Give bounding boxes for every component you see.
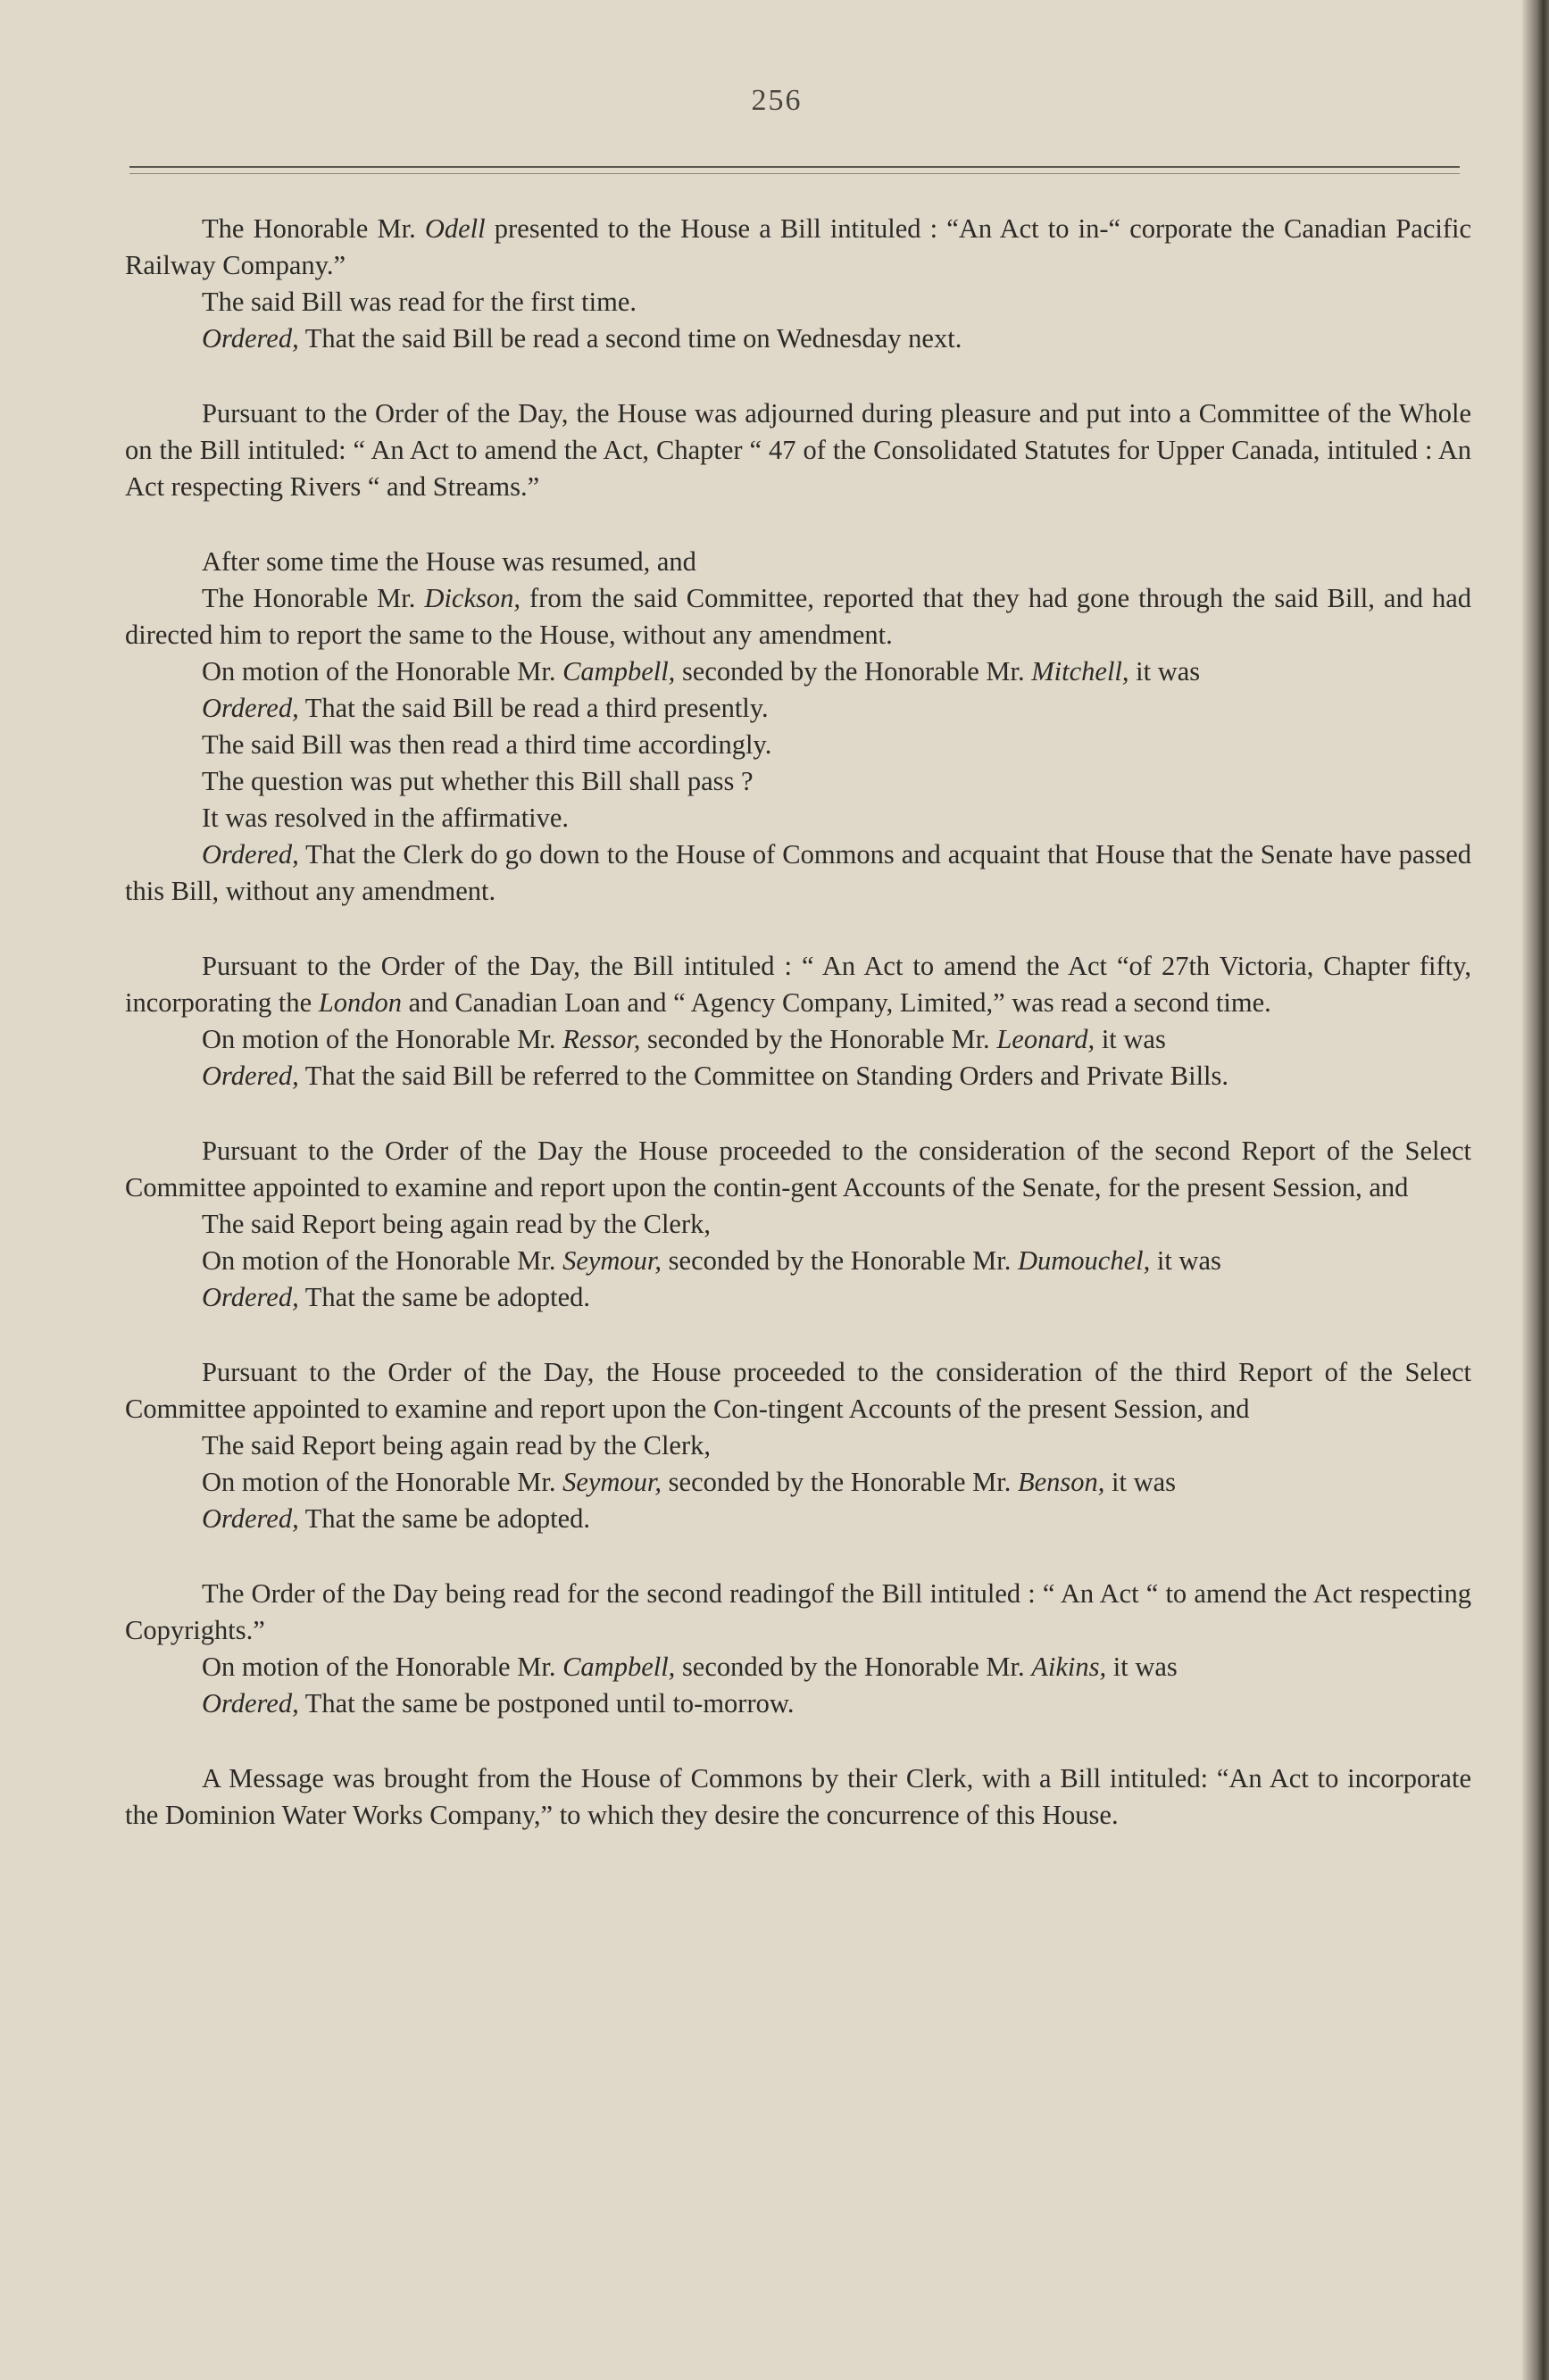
text-run: seconded by the Honorable Mr. (662, 1467, 1018, 1497)
text-run: The Order of the Day being read for the second readingof the Bill intituled : “ An Act “ to amend the Act respecting Copyrights.” (125, 1578, 1471, 1645)
text-line (125, 1464, 1471, 1501)
header-rule (129, 166, 1460, 168)
text-run: That the Clerk do go down to the House of Commons and acquaint that House that the Senate have passed this Bill, without any amendment. (125, 839, 1471, 906)
paragraph (125, 1133, 1471, 1316)
text-run: After some time the House was resumed, and (202, 546, 696, 577)
italic-text: Mitchell, (1031, 656, 1129, 687)
text-line (125, 690, 1471, 727)
paragraph (125, 211, 1471, 357)
paragraph (125, 1354, 1471, 1537)
text-run: presented to the House a Bill intituled : “An Act to in-“ corporate the Canadian Pacific Railway Company.” (125, 213, 1471, 280)
text-line (125, 1279, 1471, 1316)
italic-text: Seymour, (562, 1467, 662, 1497)
text-run: The said Report being again read by the Clerk, (202, 1430, 711, 1460)
italic-text: London (318, 987, 403, 1018)
paragraph (125, 948, 1471, 1094)
italic-text: Ordered, (202, 693, 299, 723)
text-run: seconded by the Honorable Mr. (640, 1024, 997, 1054)
text-line (125, 1760, 1471, 1834)
text-line (125, 1243, 1471, 1279)
text-run: seconded by the Honorable Mr. (662, 1245, 1018, 1276)
paragraph (125, 1576, 1471, 1722)
text-line (125, 727, 1471, 763)
paragraph (125, 1760, 1471, 1834)
text-line (125, 395, 1471, 505)
text-line (125, 544, 1471, 580)
italic-text: Ordered, (202, 839, 299, 870)
italic-text: Campbell, (562, 656, 676, 687)
text-run: The said Bill was then read a third time accordingly. (202, 729, 772, 760)
italic-text: Ressor, (562, 1024, 641, 1054)
text-line (125, 800, 1471, 836)
text-run: On motion of the Honorable Mr. (202, 1467, 563, 1497)
italic-text: Ordered, (202, 1503, 299, 1534)
text-run: Pursuant to the Order of the Day, the House proceeded to the consideration of the third Report of the Select Committee appointed to examine and report upon the Con-tingent Accounts of the present Session, and (125, 1357, 1471, 1424)
text-line (125, 948, 1471, 1021)
text-run: it was (1104, 1467, 1177, 1497)
text-run: seconded by the Honorable Mr. (675, 656, 1032, 687)
text-run: That the same be adopted. (298, 1503, 591, 1534)
text-line (125, 1133, 1471, 1206)
page-number: 256 (751, 84, 803, 117)
italic-text: Ordered, (202, 323, 299, 354)
text-run: from the said Committee, reported that they had gone through the said Bill, and had directed him to report the same to the House, without any amendment. (125, 583, 1471, 650)
text-run: Pursuant to the Order of the Day, the Bill intituled : “ An Act to amend the Act “of 27th Victoria, Chapter fifty, incorporating the (125, 951, 1471, 1018)
text-run: The said Report being again read by the Clerk, (202, 1209, 711, 1239)
text-line (125, 1021, 1471, 1058)
text-run: On motion of the Honorable Mr. (202, 656, 563, 687)
text-line (125, 1649, 1471, 1685)
text-run: The said Bill was read for the first time. (202, 287, 637, 317)
italic-text: Campbell, (562, 1652, 676, 1682)
italic-text: Ordered, (202, 1282, 299, 1312)
text-run: On motion of the Honorable Mr. (202, 1024, 563, 1054)
text-line (125, 320, 1471, 357)
text-run: On motion of the Honorable Mr. (202, 1652, 563, 1682)
text-run: That the said Bill be read a second time on Wednesday next. (298, 323, 962, 354)
text-run: A Message was brought from the House of Commons by their Clerk, with a Bill intituled: “An Act to incorporate the Dominion Water Works Company,” to which they desire the concurrence of this House. (125, 1763, 1471, 1830)
italic-text: Ordered, (202, 1061, 299, 1091)
italic-text: Dumouchel, (1018, 1245, 1151, 1276)
text-line (125, 1427, 1471, 1464)
text-line (125, 763, 1471, 800)
text-run: That the same be adopted. (298, 1282, 591, 1312)
italic-text: Aikins, (1031, 1652, 1107, 1682)
text-run: seconded by the Honorable Mr. (675, 1652, 1032, 1682)
text-line (125, 836, 1471, 910)
text-line (125, 1206, 1471, 1243)
text-run: That the said Bill be read a third presently. (298, 693, 769, 723)
text-line (125, 653, 1471, 690)
italic-text: Benson, (1018, 1467, 1105, 1497)
italic-text: Leonard, (996, 1024, 1095, 1054)
italic-text: Odell (424, 213, 486, 244)
header-rule-thin (129, 173, 1460, 174)
italic-text: Dickson, (424, 583, 520, 613)
text-run: and Canadian Loan and “ Agency Company, Limited,” was read a second time. (402, 987, 1271, 1018)
text-run: It was resolved in the affirmative. (202, 803, 570, 833)
text-line (125, 1501, 1471, 1537)
text-run: it was (1095, 1024, 1166, 1054)
text-run: Pursuant to the Order of the Day the House proceeded to the consideration of the second Report of the Select Committee appointed to examine and report upon the contin-gent Accounts of the Senate, for the present Session, and (125, 1136, 1471, 1202)
page-binding-edge (1522, 0, 1549, 2380)
text-run: it was (1150, 1245, 1221, 1276)
text-run: That the said Bill be referred to the Committee on Standing Orders and Private Bills. (298, 1061, 1229, 1091)
text-line (125, 211, 1471, 284)
text-run: it was (1128, 656, 1201, 687)
journal-text (125, 211, 1471, 1872)
text-line (125, 1685, 1471, 1722)
text-line (125, 1058, 1471, 1094)
text-line (125, 1576, 1471, 1649)
text-run: The Honorable Mr. (202, 583, 425, 613)
text-line (125, 284, 1471, 320)
text-run: The Honorable Mr. (202, 213, 425, 244)
paragraph (125, 544, 1471, 910)
italic-text: Ordered, (202, 1688, 299, 1718)
text-line (125, 580, 1471, 653)
text-run: Pursuant to the Order of the Day, the House was adjourned during pleasure and put into a Committee of the Whole on the Bill intituled: “ An Act to amend the Act, Chapter “ 47 of the Consolidated Statutes for Upper Canada, intituled : An Act respecting Rivers “ and Streams.” (125, 398, 1471, 502)
text-run: On motion of the Honorable Mr. (202, 1245, 563, 1276)
text-run: That the same be postponed until to-morrow. (298, 1688, 795, 1718)
text-line (125, 1354, 1471, 1427)
italic-text: Seymour, (562, 1245, 662, 1276)
paragraph (125, 395, 1471, 505)
text-run: The question was put whether this Bill shall pass ? (202, 766, 754, 796)
text-run: it was (1106, 1652, 1178, 1682)
